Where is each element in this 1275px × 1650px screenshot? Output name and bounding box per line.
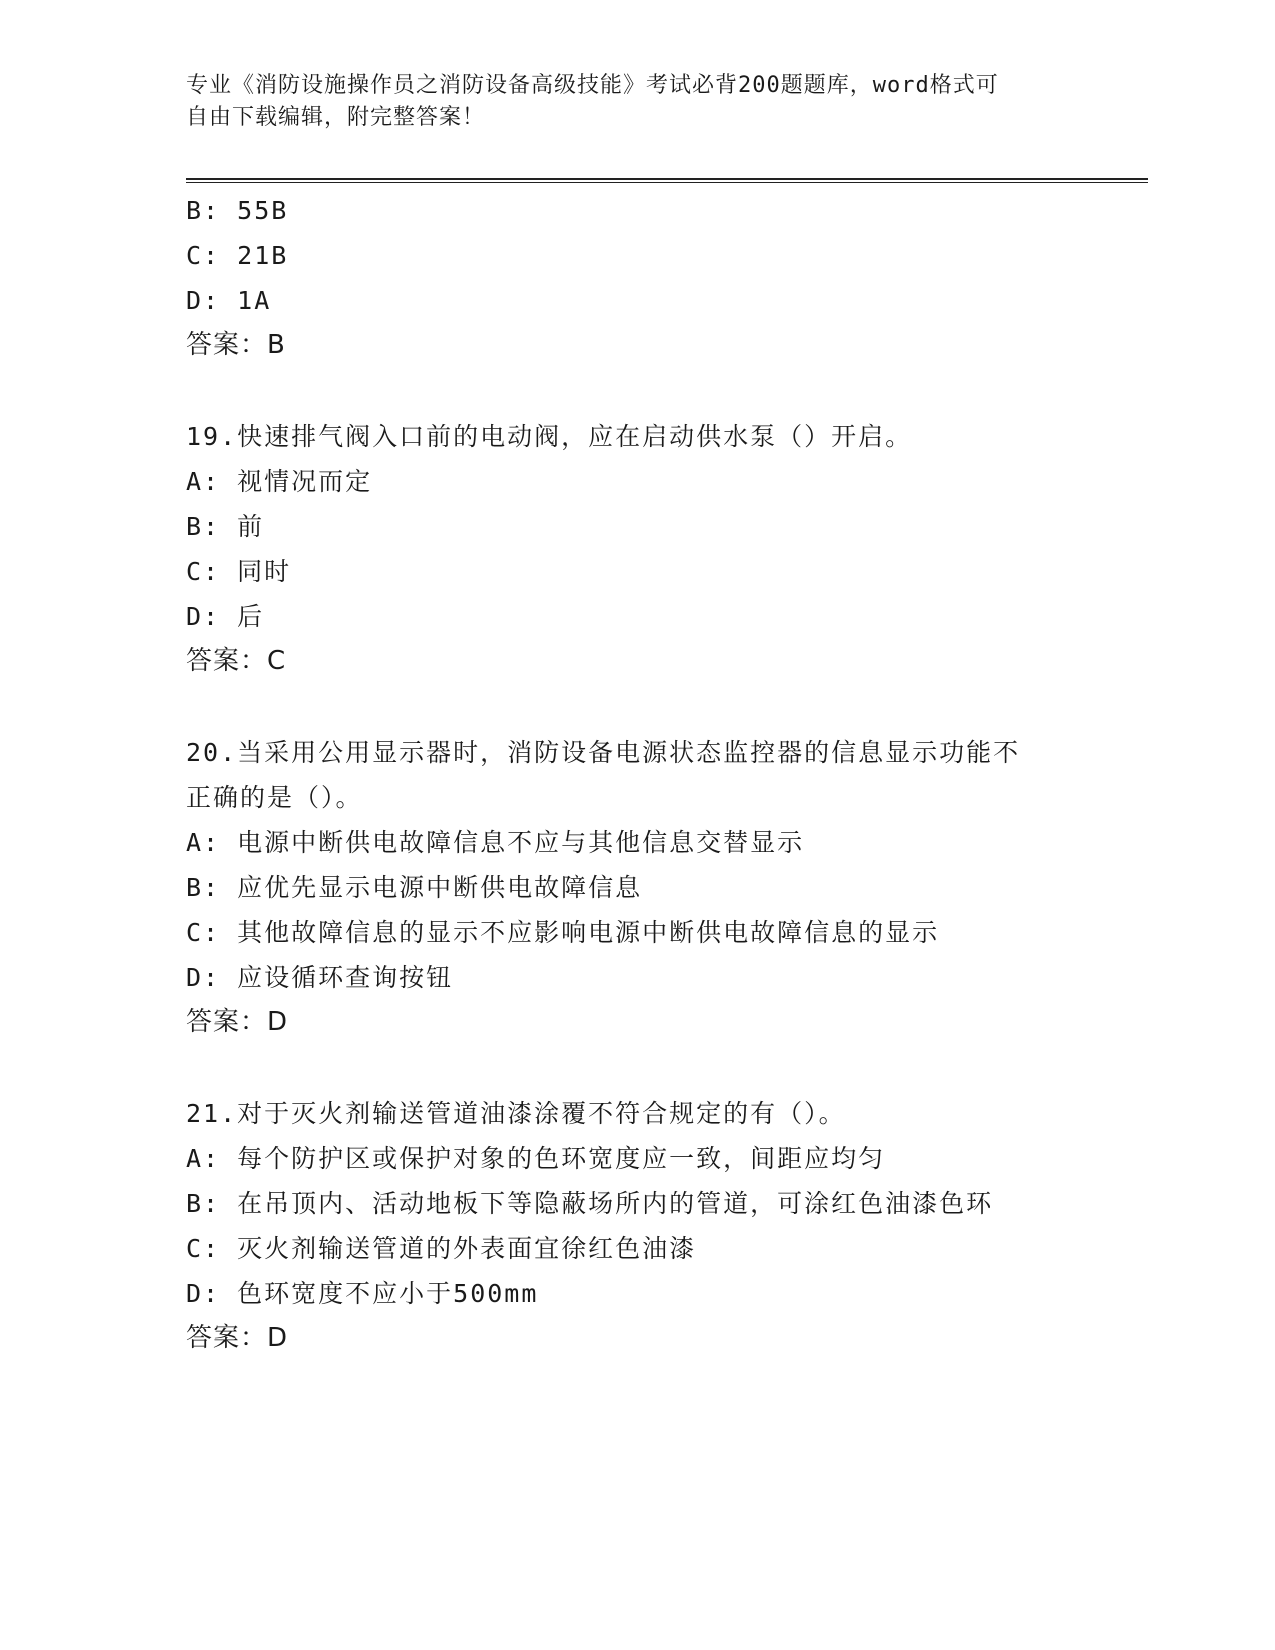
question-stem bbox=[186, 414, 1148, 459]
question-stem-line: 正确的是（）。 bbox=[186, 783, 363, 812]
question-stem-line: 21.对于灭火剂输送管道油漆涂覆不符合规定的有（）。 bbox=[186, 1099, 846, 1128]
question-block bbox=[186, 1091, 1148, 1361]
option-c: C: 21B bbox=[186, 241, 289, 270]
option-c: C: 其他故障信息的显示不应影响电源中断供电故障信息的显示 bbox=[186, 918, 940, 947]
question-stem-line: 19.快速排气阀入口前的电动阀，应在启动供水泵（）开启。 bbox=[186, 422, 913, 451]
question-list bbox=[186, 188, 1148, 1361]
option-d: D: 应设循环查询按钮 bbox=[186, 963, 454, 992]
answer-line: 答案：D bbox=[186, 1007, 289, 1037]
option-d: D: 1A bbox=[186, 286, 272, 315]
option-a: A: 每个防护区或保护对象的色环宽度应一致，间距应均匀 bbox=[186, 1144, 886, 1173]
question-stem-line: 20.当采用公用显示器时，消防设备电源状态监控器的信息显示功能不 bbox=[186, 738, 1021, 767]
option-b: B: 55B bbox=[186, 196, 289, 225]
option-d: D: 后 bbox=[186, 602, 265, 631]
option-c: C: 灭火剂输送管道的外表面宜徐红色油漆 bbox=[186, 1234, 697, 1263]
answer-line: 答案：D bbox=[186, 1323, 289, 1353]
option-b: B: 应优先显示电源中断供电故障信息 bbox=[186, 873, 643, 902]
option-d: D: 色环宽度不应小于500mm bbox=[186, 1279, 539, 1308]
header-line-1: 专业《消防设施操作员之消防设备高级技能》考试必背200题题库，word格式可 bbox=[186, 73, 999, 98]
document-header bbox=[186, 70, 1066, 134]
option-c: C: 同时 bbox=[186, 557, 292, 586]
answer-line: 答案：C bbox=[186, 646, 287, 676]
option-b: B: 前 bbox=[186, 512, 265, 541]
option-a: A: 视情况而定 bbox=[186, 467, 373, 496]
question-stem bbox=[186, 730, 1148, 820]
header-divider-thick bbox=[186, 178, 1148, 180]
question-block bbox=[186, 414, 1148, 684]
previous-question-block bbox=[186, 188, 1148, 368]
answer-line: 答案：B bbox=[186, 330, 286, 360]
option-a: A: 电源中断供电故障信息不应与其他信息交替显示 bbox=[186, 828, 805, 857]
header-line-2: 自由下载编辑，附完整答案！ bbox=[186, 105, 486, 130]
option-b: B: 在吊顶内、活动地板下等隐蔽场所内的管道，可涂红色油漆色环 bbox=[186, 1189, 994, 1218]
question-stem bbox=[186, 1091, 1148, 1136]
question-block bbox=[186, 730, 1148, 1045]
header-divider-thin bbox=[186, 182, 1148, 183]
